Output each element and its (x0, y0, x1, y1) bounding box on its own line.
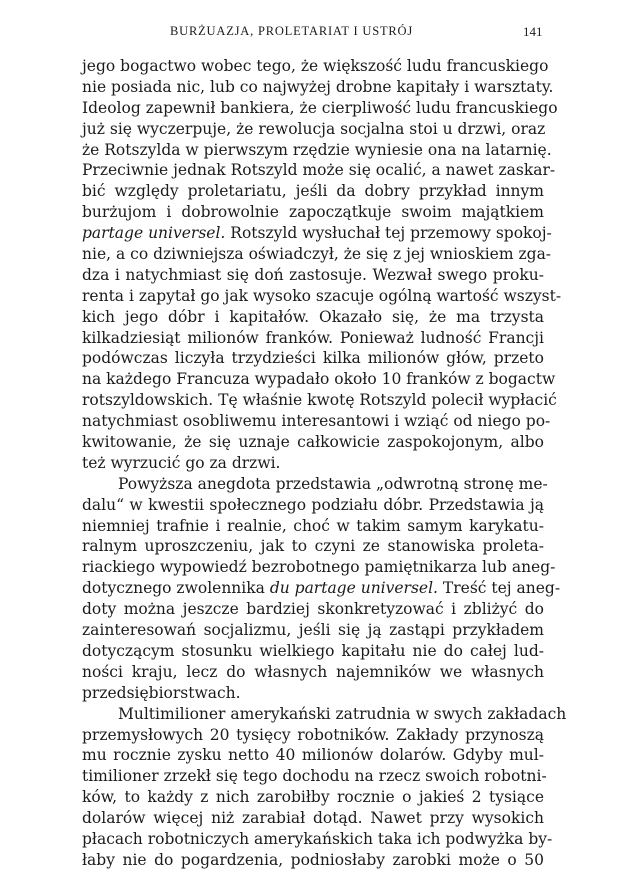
text-line: nie, a co dziwniejsza oświadczył, że się z jej wnioskiem zga- (82, 245, 552, 264)
text-line: jego bogactwo wobec tego, że większość ludu francuskiego (82, 57, 549, 75)
text-line: renta i zapytał go jak wysoko szacuje ogólną wartość wszyst- (82, 286, 562, 305)
text-line: przedsiębiorstwach. (82, 683, 241, 702)
text-line: timilioner zrzekł się tego dochodu na rzecz swoich robotni- (82, 767, 547, 786)
text-line: partage universel. Rotszyld wysłuchał tej przemowy spokoj- (82, 224, 552, 243)
text-line: ralnym uproszczeniu, jak to czyni ze stanowiska proleta- (82, 537, 544, 556)
body-text (82, 56, 567, 871)
text-line: już się wyczerpuje, że rewolucja socjalna stoi u drzwi, oraz (82, 119, 546, 138)
text-line: bić względy proletariatu, jeśli da dobry przykład innym (82, 182, 544, 201)
text-line: też wyrzucić go za drzwi. (82, 453, 281, 472)
text-line: przemysłowych 20 tysięcy robotników. Zakłady przynoszą (82, 725, 544, 744)
text-line: Przeciwnie jednak Rotszyld może się ocalić, a nawet zaskar- (82, 161, 556, 180)
text-line: natychmiast osobliwemu interesantowi i wziąć od niego po- (82, 412, 551, 431)
text-line: dotyczącym stosunku wielkiego kapitału nie do całej lud- (82, 641, 544, 660)
italic-phrase: du partage universel. (269, 579, 438, 598)
text-line: nie posiada nic, lub co najwyżej drobne kapitały i warsztaty. (82, 77, 554, 96)
text-line: na każdego Francuza wypadało około 10 franków z bogactw (82, 370, 556, 389)
text-line: ności kraju, lecz do własnych najemników we własnych (82, 662, 544, 681)
text-line: dza i natychmiast się doń zastosuje. Wezwał swego proku- (82, 265, 544, 284)
text-line: Multimilioner amerykański zatrudnia w swych zakładach (118, 704, 567, 723)
text-line: riackiego wypowiedź bezrobotnego pamiętnikarza lub aneg- (82, 558, 556, 577)
text-line: że Rotszylda w pierwszym rzędzie wyniesie ona na latarnię. (82, 140, 552, 159)
text-line: dalu“ w kwestii społecznego podziału dóbr. Przedstawia ją (82, 495, 544, 514)
text-line: ków, to każdy z nich zarobiłby rocznie o jakieś 2 tysiące (82, 788, 544, 807)
text-line: płacach robotniczych amerykańskich taka ich podwyżka by- (82, 829, 553, 848)
text-line: Powyższa anegdota przedstawia „odwrotną stronę me- (118, 474, 548, 493)
text-line: burżujom i dobrowolnie zapoczątkuje swoim majątkiem (82, 203, 544, 222)
text-line: podówczas liczyła trzydzieści kilka milionów głów, przeto (82, 349, 544, 368)
text-line: łaby nie do pogardzenia, podniosłaby zarobki może o 50 (82, 850, 544, 869)
text-line: kich jego dóbr i kapitałów. Okazało się, że ma trzysta (82, 307, 544, 326)
text-line: rotszyldowskich. Tę właśnie kwotę Rotszyld polecił wypłacić (82, 391, 557, 410)
text-line: kilkadziesiąt milionów franków. Ponieważ ludność Francji (82, 328, 544, 347)
running-head: BURŻUAZJA, PROLETARIAT I USTRÓJ (170, 24, 414, 38)
text-line: niemniej trafnie i realnie, choć w takim samym karykatu- (82, 516, 544, 535)
italic-phrase: partage universel. (82, 224, 226, 243)
text-line: doty można jeszcze bardziej skonkretyzować i zbliżyć do (82, 600, 544, 619)
text-line: Ideolog zapewnił bankiera, że cierpliwość ludu francuskiego (82, 98, 558, 117)
text-line: dolarów więcej niż zarabiał dotąd. Nawet przy wysokich (82, 809, 544, 828)
text-line: kwitowanie, że się uznaje całkowicie zaspokojonym, albo (82, 433, 544, 452)
page-number: 141 (523, 24, 543, 39)
text-line: zainteresowań socjalizmu, jeśli się ją zastąpi przykładem (82, 621, 544, 640)
text-line: dotycznego zwolennika du partage universel. Treść tej aneg- (82, 579, 561, 598)
text-line: mu rocznie zysku netto 40 milionów dolarów. Gdyby mul- (82, 746, 544, 765)
